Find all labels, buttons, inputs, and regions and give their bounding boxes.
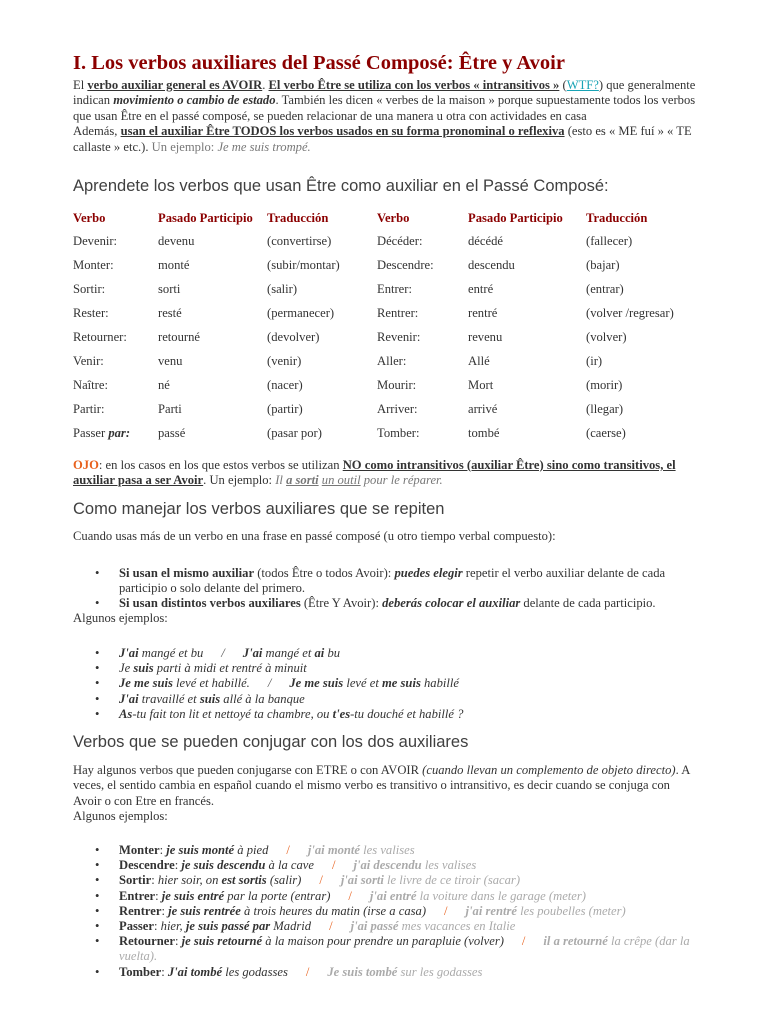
ex-text: habillé	[420, 676, 459, 691]
participle-cell: décédé	[468, 233, 503, 248]
translation-cell: (venir)	[267, 353, 302, 368]
participle-cell: descendu	[468, 257, 515, 272]
avoir-rest: sur les godasses	[397, 964, 483, 979]
translation-cell: (ir)	[586, 353, 603, 368]
movimiento-text: movimiento o cambio de estado	[113, 93, 276, 108]
colon: :	[161, 964, 168, 979]
participle-cell: monté	[158, 257, 190, 272]
colon: :	[174, 858, 182, 873]
ex-bold: suis	[199, 691, 221, 706]
avoir-rest: les valises	[360, 843, 415, 857]
etre-form: je suis passé par	[185, 919, 271, 934]
header-traduccion: Traducción	[267, 210, 329, 225]
translation-cell: (convertirse)	[267, 233, 332, 248]
verb-label: Sortir	[119, 873, 152, 888]
separator: /	[319, 873, 323, 888]
verb-cell: Tomber:	[377, 425, 420, 440]
etre-form: je suis entré	[161, 888, 225, 903]
wtf-link[interactable]: WTF?	[566, 78, 599, 92]
rule-italic: puedes elegir	[394, 566, 463, 580]
verb-label: Rentrer	[119, 903, 162, 918]
avoir-rest: la crêpe (dar la vuelta).	[119, 934, 690, 964]
section1-heading: Aprendete los verbos que usan Être como auxiliar en el Passé Composé:	[73, 177, 609, 195]
intro-text: Además,	[73, 124, 121, 139]
avoir-form: j'ai monté	[307, 843, 361, 857]
pronominal-text: usan el auxiliar Être TODOS los verbos usados en su forma pronominal o reflexiva	[120, 124, 565, 139]
intro-text: Hay algunos verbos que pueden conjugarse con ETRE o con AVOIR	[73, 763, 423, 777]
verb-cell: Naître:	[73, 377, 108, 392]
etre-rest: à pied	[234, 843, 269, 857]
translation-cell: (nacer)	[267, 377, 303, 392]
avoir-rest: les valises	[421, 858, 477, 873]
repeat-examples-list	[73, 646, 698, 722]
intro-text: (esto es « ME fuí » « TE callaste » etc.).	[73, 124, 692, 154]
ojo-label: OJO	[73, 458, 99, 472]
avoir-rest: les poubelles (meter)	[516, 903, 626, 918]
colon: :	[161, 903, 169, 918]
intro-text: .	[262, 78, 269, 92]
verb-label: Entrer	[119, 888, 156, 903]
intro-text: . También les dicen « verbes de la maison » porque supuestamente todos los verbos que usan Être en el passé composé, se pueden relacionar de una manera u otra con actividades en casa	[73, 93, 696, 123]
verb-cell: Entrer:	[377, 281, 412, 296]
etre-prefix: hier,	[160, 919, 186, 934]
list-item	[73, 566, 698, 596]
page-title: I. Los verbos auxiliares del Passé Composé: Être y Avoir	[73, 52, 565, 74]
header-traduccion: Traducción	[586, 210, 648, 225]
ojo-example: pour le réparer.	[360, 473, 443, 488]
intro-text: (	[559, 78, 567, 92]
etre-form: je suis monté	[166, 843, 235, 857]
ex-text: -tu douché et habillé ?	[350, 706, 464, 721]
separator: /	[286, 843, 290, 857]
intro-text: . A veces, el sentido cambia en español cuando el mismo verbo es transitivo o intransitivo, es decir cuando se conjuga con Avoir o con Etre en francés.	[73, 763, 690, 808]
ex-bold: Je me suis	[119, 676, 173, 691]
list-item	[73, 934, 698, 964]
avoir-form: il a retourné	[543, 934, 608, 949]
table-header-row	[73, 207, 696, 229]
table-row	[73, 277, 696, 301]
separator: /	[444, 903, 448, 918]
verb-label: Retourner	[119, 934, 175, 949]
ex-text: mangé et bu	[138, 646, 204, 660]
table-row	[73, 373, 696, 397]
list-item	[73, 596, 698, 611]
ex-bold: As	[119, 706, 133, 721]
verb-cell: Mourir:	[377, 377, 417, 392]
list-item	[73, 692, 698, 707]
section3-intro	[73, 763, 698, 825]
table-row	[73, 421, 696, 445]
participle-cell: devenu	[158, 233, 195, 248]
list-item	[73, 889, 698, 904]
participle-cell: retourné	[158, 329, 200, 344]
colon: :	[151, 873, 158, 888]
rule-text: (Être Y Avoir):	[300, 596, 383, 611]
header-verbo: Verbo	[73, 210, 106, 225]
participle-cell: sorti	[158, 281, 181, 296]
colon: :	[174, 934, 182, 949]
ex-bold: me suis	[382, 676, 421, 691]
participle-cell: resté	[158, 305, 182, 320]
list-item	[73, 965, 698, 980]
ex-bold: Je me suis	[289, 676, 344, 691]
ojo-example-bold: a sorti	[286, 473, 319, 488]
list-item	[73, 904, 698, 919]
intro-italic: (cuando llevan un complemento de objeto directo)	[422, 763, 676, 777]
avoir-form: j'ai rentré	[465, 903, 517, 918]
participle-cell: Parti	[158, 401, 182, 416]
verb-label: Passer	[119, 919, 154, 934]
separator: /	[221, 646, 225, 660]
verb-text: Passer	[73, 425, 109, 440]
participle-cell: revenu	[468, 329, 503, 344]
dual-aux-examples-list	[73, 843, 698, 980]
list-item	[73, 707, 698, 722]
rule-text: (todos Être o todos Avoir):	[254, 566, 395, 580]
participle-cell: rentré	[468, 305, 498, 320]
etre-rest: les godasses	[222, 964, 288, 979]
verb-cell: Aller:	[377, 353, 407, 368]
avoir-form: j'ai entré	[369, 888, 417, 903]
rule-text: delante de cada participio.	[520, 596, 656, 611]
etre-form: je suis rentrée	[168, 903, 241, 918]
ojo-text: : en los casos en los que estos verbos se utilizan	[98, 458, 343, 472]
verb-cell: Rentrer:	[377, 305, 419, 320]
etre-form: je suis retourné	[181, 934, 263, 949]
rule-bold: Si usan distintos verbos auxiliares	[119, 596, 301, 611]
example-text: Je me suis trompé.	[217, 139, 311, 154]
separator: /	[329, 919, 333, 934]
list-item	[73, 661, 698, 676]
separator: /	[305, 964, 310, 979]
intro-text: ) que generalmente indican	[73, 78, 696, 108]
list-item	[73, 843, 698, 858]
list-item	[73, 873, 698, 888]
participle-cell: passé	[158, 425, 186, 440]
verb-cell: Décéder:	[377, 233, 423, 248]
rule-italic: deberás colocar el auxiliar	[382, 596, 521, 611]
etre-rest: par la porte (entrar)	[224, 888, 331, 903]
etre-form: J'ai tombé	[167, 964, 223, 979]
verb-label: Monter	[119, 843, 160, 857]
etre-form: je suis descendu	[181, 858, 266, 873]
translation-cell: (volver)	[586, 329, 627, 344]
passer-par-text: par:	[108, 425, 131, 440]
rule-text: repetir el verbo auxiliar delante de cada participio o solo delante del primero.	[119, 566, 666, 596]
section3-heading: Verbos que se pueden conjugar con los dos auxiliares	[73, 733, 469, 751]
ex-text: levé et habillé.	[172, 676, 250, 691]
avoir-rest: mes vacances en Italie	[398, 919, 516, 934]
participle-cell: tombé	[468, 425, 500, 440]
header-pasado-participio: Pasado Participio	[158, 210, 253, 225]
etre-verbs-table	[73, 207, 696, 445]
translation-cell: (fallecer)	[586, 233, 633, 248]
etre-rest: à trois heures du matin (irse a casa)	[240, 903, 427, 918]
etre-prefix: hier soir, on	[157, 873, 222, 888]
intro-text: El	[73, 78, 88, 92]
avoir-rest: le livre de ce tiroir (sacar)	[383, 873, 521, 888]
ojo-example-underlined: un outil	[321, 473, 361, 488]
translation-cell: (salir)	[267, 281, 298, 296]
participle-cell: venu	[158, 353, 183, 368]
ex-text: parti à midi et rentré à minuit	[153, 661, 307, 676]
etre-rest: Madrid	[270, 919, 312, 934]
ex-bold: J'ai	[242, 646, 263, 660]
participle-cell: né	[158, 377, 170, 392]
colon: :	[153, 919, 161, 934]
avoir-form: Je suis tombé	[327, 964, 398, 979]
avoir-form: j'ai descendu	[353, 858, 422, 873]
avoir-form: j'ai passé	[350, 919, 399, 934]
verb-cell: Rester:	[73, 305, 109, 320]
translation-cell: (volver /regresar)	[586, 305, 674, 320]
separator: /	[348, 888, 352, 903]
ex-text: Je	[119, 661, 134, 676]
ojo-underlined-text: NO como intransitivos (auxiliar Être) sino como transitivos, el auxiliar pasa a ser Avoir	[73, 458, 676, 488]
verb-cell: Revenir:	[377, 329, 421, 344]
table-row	[73, 325, 696, 349]
separator: /	[521, 934, 526, 949]
separator: /	[267, 676, 272, 691]
avoir-form: j'ai sorti	[340, 873, 384, 888]
translation-cell: (bajar)	[586, 257, 620, 272]
translation-cell: (partir)	[267, 401, 303, 416]
intro-paragraph	[73, 78, 698, 155]
rule-bold: Si usan el mismo auxiliar	[119, 566, 255, 580]
table-row	[73, 253, 696, 277]
section2-heading: Como manejar los verbos auxiliares que se repiten	[73, 500, 445, 518]
ojo-note	[73, 458, 698, 489]
ex-bold: J'ai	[119, 691, 139, 706]
etre-form: est sortis	[221, 873, 267, 888]
example-label: Un ejemplo:	[151, 139, 218, 154]
list-item	[73, 646, 698, 661]
ex-bold: ai	[314, 646, 325, 660]
table-row	[73, 229, 696, 253]
translation-cell: (morir)	[586, 377, 623, 392]
ex-text: travaillé et	[138, 691, 200, 706]
ex-text: mangé et	[262, 646, 315, 660]
verb-cell: Partir:	[73, 401, 105, 416]
participle-cell: Mort	[468, 377, 494, 392]
list-item	[73, 858, 698, 873]
section2-intro: Cuando usas más de un verbo en una frase en passé composé (u otro tiempo verbal compuesto):	[73, 529, 556, 543]
colon: :	[159, 843, 167, 857]
translation-cell: (llegar)	[586, 401, 624, 416]
verb-cell: Venir:	[73, 353, 104, 368]
etre-usage-text: El verbo Être se utiliza con los verbos « intransitivos »	[268, 78, 560, 92]
translation-cell: (devolver)	[267, 329, 320, 344]
avoir-rest: la voiture dans le garage (meter)	[416, 888, 586, 903]
ex-bold: J'ai	[119, 646, 139, 660]
etre-rest: (salir)	[266, 873, 302, 888]
ex-text: levé et	[343, 676, 382, 691]
verb-cell: Monter:	[73, 257, 114, 272]
etre-rest: à la cave	[265, 858, 314, 873]
list-item	[73, 919, 698, 934]
ojo-example: Il	[275, 473, 287, 488]
translation-cell: (caerse)	[586, 425, 626, 440]
aux-rules-list	[73, 566, 698, 612]
verb-label: Tomber	[119, 964, 162, 979]
verb-cell: Retourner:	[73, 329, 127, 344]
examples-label: Algunos ejemplos:	[73, 809, 168, 824]
ex-bold: suis	[133, 661, 154, 676]
verb-cell	[73, 421, 158, 445]
verb-cell: Arriver:	[377, 401, 418, 416]
ex-text: bu	[324, 646, 341, 660]
etre-rest: à la maison pour prendre un parapluie (volver)	[262, 934, 504, 949]
translation-cell: (entrar)	[586, 281, 624, 296]
colon: :	[155, 888, 162, 903]
section2-examples-label: Algunos ejemplos:	[73, 611, 168, 625]
participle-cell: Allé	[468, 353, 490, 368]
ex-text: allé à la banque	[220, 691, 305, 706]
translation-cell: (pasar por)	[267, 425, 322, 440]
table-row	[73, 397, 696, 421]
ex-text: -tu fait ton lit et nettoyé ta chambre, ou	[132, 706, 333, 721]
verb-label: Descendre	[119, 858, 175, 873]
table-row	[73, 301, 696, 325]
aux-general-text: verbo auxiliar general es AVOIR	[87, 78, 263, 92]
participle-cell: arrivé	[468, 401, 498, 416]
translation-cell: (subir/montar)	[267, 257, 340, 272]
header-pasado-participio: Pasado Participio	[468, 210, 563, 225]
separator: /	[331, 858, 336, 873]
verb-cell: Descendre:	[377, 257, 434, 272]
verb-cell: Devenir:	[73, 233, 118, 248]
ex-bold: t'es	[332, 706, 351, 721]
table-row	[73, 349, 696, 373]
ojo-text: . Un ejemplo:	[203, 473, 276, 488]
participle-cell: entré	[468, 281, 494, 296]
translation-cell: (permanecer)	[267, 305, 335, 320]
verb-cell: Sortir:	[73, 281, 106, 296]
list-item	[73, 676, 698, 691]
header-verbo: Verbo	[377, 210, 410, 225]
